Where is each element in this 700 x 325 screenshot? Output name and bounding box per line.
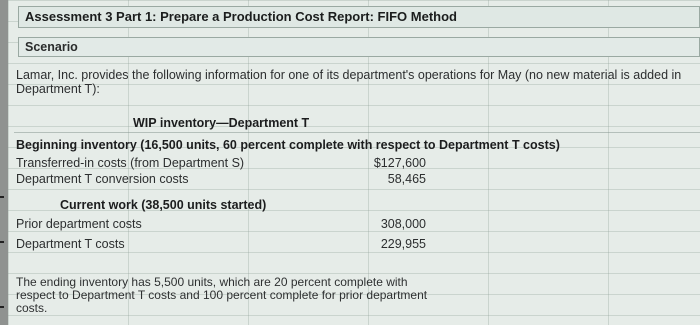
ending-inventory-text: The ending inventory has 5,500 units, which are 20 percent complete with respect to Department T costs and 100 percent complete for prior department costs. [16,275,428,315]
transferred-in-value: $127,600 [373,156,426,170]
page-title: Assessment 3 Part 1: Prepare a Production Cost Report: FIFO Method [18,6,700,28]
margin-mark [0,196,4,198]
intro-text: Lamar, Inc. provides the following information for one of its department's operations for May (no new material is added in Department T): [16,68,682,96]
wip-heading: WIP inventory—Department T [133,116,310,130]
transferred-in-label: Transferred-in costs (from Department S) [16,156,245,170]
margin-mark [0,241,4,243]
beginning-inventory-label: Beginning inventory (16,500 units, 60 percent complete with respect to Department T costs) [16,138,560,152]
conversion-costs-value: 58,465 [387,172,426,186]
dept-t-costs-value: 229,955 [380,237,426,251]
conversion-costs-label: Department T conversion costs [16,172,189,186]
prior-dept-costs-value: 308,000 [380,217,426,231]
current-work-heading: Current work (38,500 units started) [60,198,267,212]
prior-dept-costs-label: Prior department costs [16,217,142,231]
divider [14,132,700,133]
margin-mark [0,306,4,308]
dept-t-costs-label: Department T costs [16,237,125,251]
scenario-heading: Scenario [18,37,700,57]
